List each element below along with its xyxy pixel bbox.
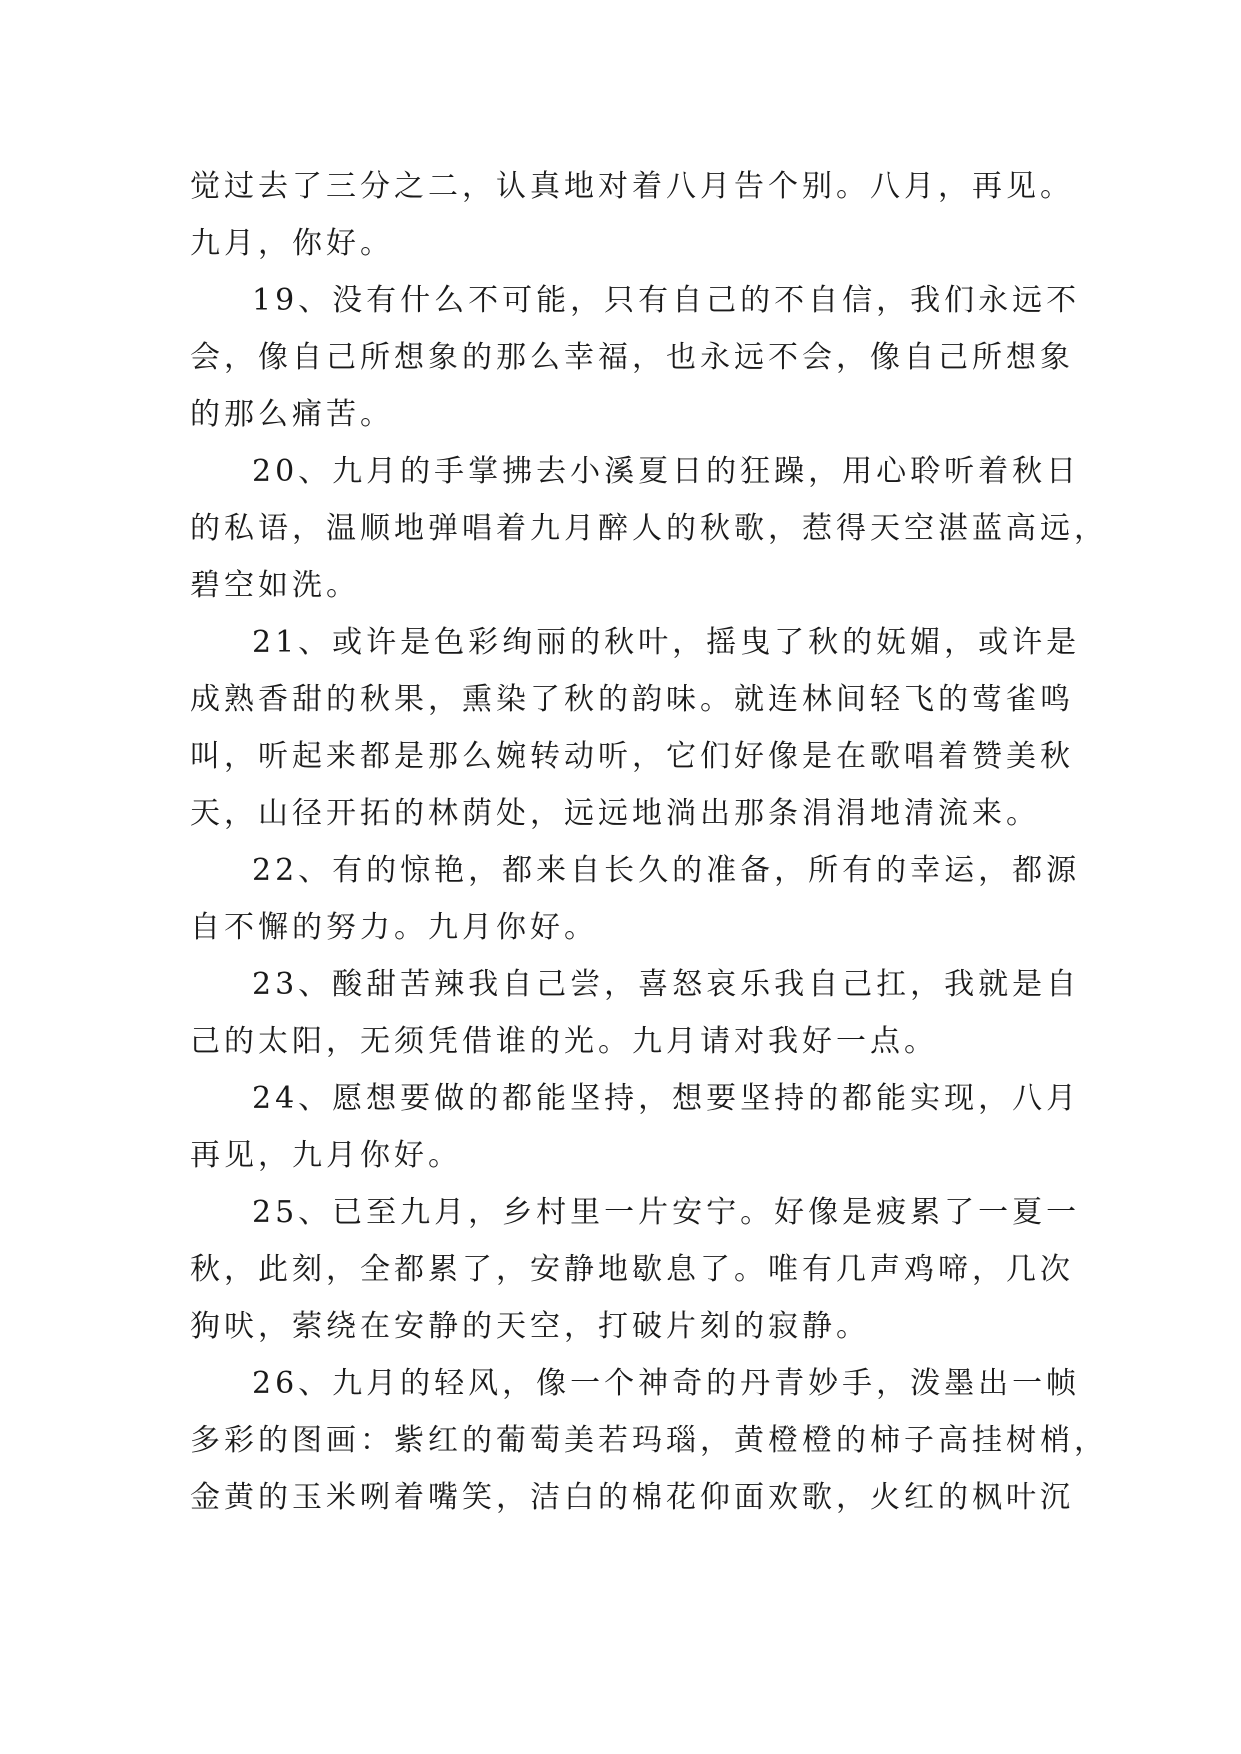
- text-line: 觉过去了三分之二，认真地对着八月告个别。八月，再见。: [190, 169, 1074, 204]
- text-line: 的那么痛苦。: [190, 397, 394, 432]
- text-line: 九月，你好。: [190, 226, 394, 261]
- paragraph-25-start: 25、已至九月，乡村里一片安宁。好像是疲累了一夏一: [252, 1195, 1081, 1230]
- text-line: 己的太阳，无须凭借谁的光。九月请对我好一点。: [190, 1024, 938, 1059]
- text-line: 金黄的玉米咧着嘴笑，洁白的棉花仰面欢歌，火红的枫叶沉: [190, 1480, 1074, 1515]
- text-line: 狗吠，萦绕在安静的天空，打破片刻的寂静。: [190, 1309, 870, 1344]
- text-line: 叫，听起来都是那么婉转动听，它们好像是在歌唱着赞美秋: [190, 739, 1074, 774]
- text-line: 天，山径开拓的林荫处，远远地淌出那条涓涓地清流来。: [190, 796, 1040, 831]
- text-line: 多彩的图画：紫红的葡萄美若玛瑙，黄橙橙的柿子高挂树梢，: [190, 1423, 1108, 1458]
- text-line: 的私语，温顺地弹唱着九月醉人的秋歌，惹得天空湛蓝高远，: [190, 511, 1108, 546]
- text-line: 碧空如洗。: [190, 568, 360, 603]
- paragraph-24-start: 24、愿想要做的都能坚持，想要坚持的都能实现，八月: [252, 1081, 1081, 1116]
- paragraph-22-start: 22、有的惊艳，都来自长久的准备，所有的幸运，都源: [252, 853, 1081, 888]
- paragraph-20-start: 20、九月的手掌拂去小溪夏日的狂躁，用心聆听着秋日: [252, 454, 1081, 489]
- paragraph-21-start: 21、或许是色彩绚丽的秋叶，摇曳了秋的妩媚，或许是: [252, 625, 1081, 660]
- paragraph-19-start: 19、没有什么不可能，只有自己的不自信，我们永远不: [252, 283, 1081, 318]
- text-line: 会，像自己所想象的那么幸福，也永远不会，像自己所想象: [190, 340, 1074, 375]
- text-line: 再见，九月你好。: [190, 1138, 462, 1173]
- text-line: 自不懈的努力。九月你好。: [190, 910, 598, 945]
- paragraph-23-start: 23、酸甜苦辣我自己尝，喜怒哀乐我自己扛，我就是自: [252, 967, 1081, 1002]
- paragraph-26-start: 26、九月的轻风，像一个神奇的丹青妙手，泼墨出一帧: [252, 1366, 1081, 1401]
- text-line: 秋，此刻，全都累了，安静地歇息了。唯有几声鸡啼，几次: [190, 1252, 1074, 1287]
- text-line: 成熟香甜的秋果，熏染了秋的韵味。就连林间轻飞的莺雀鸣: [190, 682, 1074, 717]
